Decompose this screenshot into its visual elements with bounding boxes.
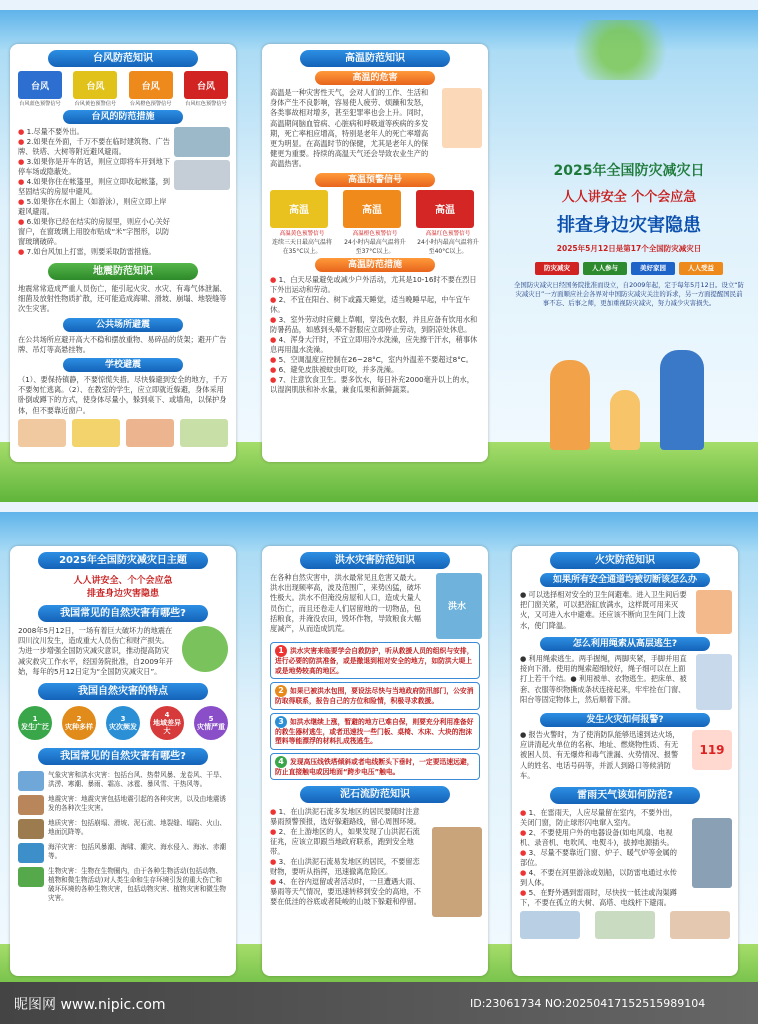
disaster-type-icon <box>18 843 44 863</box>
storm-scene-2 <box>595 911 655 939</box>
flood-title: 洪水灾害防范知识 <box>300 552 450 569</box>
typhoon-signal-caption: 台风蓝色预警信号 <box>19 101 61 107</box>
disaster-type-icon <box>18 795 44 815</box>
heat-signal-box: 高温 <box>416 190 474 228</box>
brochure-outside <box>0 10 758 502</box>
flood-tip-number: 4 <box>275 756 287 768</box>
feature-circle <box>194 706 228 740</box>
quake-illustration-1 <box>18 419 66 447</box>
cover-tag: 人人参与 <box>583 262 627 275</box>
school-quake-title: 学校避震 <box>63 358 183 372</box>
fire-a2: ● 利用绳索逃生。两手握绳，两脚夹紧，手脚并用直接向下滑。使用的绳索超细较好，绳子细可以在上面打上若干个结。● 利用被单、衣物逃生。把床单、被套、衣服等织物撕成条状连接起来，牢牢拴在门窗、阳台等固定物体上，然后顺着下滑。 <box>520 654 687 704</box>
cover-date-line: 2025年5月12日是第17个全国防灾减灾日 <box>556 244 702 253</box>
flood-tip-text: 如果已被洪水包围，要设法尽快与当地政府防汛部门，公安消防取得联系，报告自己的方位和险情，积极寻求救援。 <box>275 687 474 705</box>
flood-intro: 在各种自然灾害中，洪水最常见且危害又最大。洪水出现频率高，波及范围广，来势凶猛，破坏性极大。洪水不但淹没房屋和人口，造成大量人员伤亡，而且还卷走人们居留地的一切物品，包括粮食，并淹没农田，毁坏作物，导致粮食大幅度减产，从而造成饥荒。 <box>270 573 421 634</box>
heat-measures-title: 高温防范措施 <box>315 258 435 272</box>
fire-q3: 发生火灾如何报警? <box>540 713 710 727</box>
common-disasters-text: 2008年5月12日，一场有着巨大破坏力的地震在四川汶川发生，造成重大人员伤亡和财产损失。为进一步增强全国防灾减灾意识，推动提高防灾减灾救灾工作水平，经国务院批准，自2009年开始，每年的5月12日定为“全国防灾减灾日”。 <box>18 626 173 676</box>
lightning-measure-item: ● 2、不要使用户外的电器设备(如电风扇、电视机、录音机、电吹风、电熨斗)，拔掉电源插头。 <box>520 828 684 848</box>
heat-measure-item: ● 1、白天尽量避免或减少户外活动，尤其是10-16时不要在烈日下外出运动和劳动。 <box>270 275 480 295</box>
typhoon-measure-item: ● 3.如果你是开车的话，则应立即将车开到地下停车场或隐蔽处。 <box>18 157 172 177</box>
feature-number: 5 <box>208 715 214 724</box>
heat-signal-title: 高温预警信号 <box>315 173 435 187</box>
feature-number: 2 <box>76 715 82 724</box>
globe-illustration <box>182 626 228 672</box>
leaves-decoration <box>560 20 680 80</box>
disaster-type-icon <box>18 819 44 839</box>
flood-tip <box>270 713 480 750</box>
fire-alarm-illustration <box>692 730 732 770</box>
flood-tip <box>270 642 480 679</box>
typhoon-measures-list <box>10 127 174 257</box>
feature-circle <box>62 706 96 740</box>
flood-tip <box>270 682 480 710</box>
heat-signal-desc: 24小时内最高气温将升至37°C以上。 <box>344 238 406 255</box>
typhoon-title: 台风防范知识 <box>48 50 198 67</box>
typhoon-signal <box>129 71 173 107</box>
flood-tip-text: 发现高压线铁塔倾斜或者电线断头下垂时，一定要迅速远避，防止直接触电或因地面“跨步电压”触电。 <box>275 757 474 776</box>
flood-illustration <box>436 573 482 639</box>
typhoon-signal-caption: 台风黄色预警信号 <box>74 101 117 107</box>
typhoon-measure-item: ● 7.如台风加上打雷，则要采取防雷措施。 <box>18 247 172 257</box>
feature-number: 4 <box>164 711 170 720</box>
quake-illustration-4 <box>180 419 228 447</box>
heat-signal-box: 高温 <box>343 190 401 228</box>
mudslide-illustration <box>432 827 482 917</box>
flood-tip-number: 1 <box>275 645 287 657</box>
feature-label: 发生广泛 <box>21 723 49 732</box>
feature-circle <box>18 706 52 740</box>
lightning-title: 雷雨天气该如何防范? <box>550 787 700 804</box>
heat-signal-desc: 24小时内最高气温将升至40°C以上。 <box>417 238 479 255</box>
cover-tag: 防灾减灾 <box>535 262 579 275</box>
quake-illustration-3 <box>126 419 174 447</box>
flood-panel <box>262 546 488 976</box>
features-row <box>10 704 236 742</box>
feature-label: 灾情严重 <box>197 723 225 732</box>
typhoon-measure-item: ● 1.尽量不要外出。 <box>18 127 172 137</box>
mudslide-measure-item: ● 4、在谷内逗留或者活动时，一旦遭遇大雨、暴雨等天气情况，要迅速转移到安全的高地，不要在低洼的谷底或者陡峻的山坡下躲避和停留。 <box>270 877 424 907</box>
heat-signal-row <box>262 190 488 255</box>
disaster-type-text: 生物灾害：生物在生物圈内，由于各种生物活动(包括动物、植物和微生物活动)对人类生命和生存环境引发的重大伤亡和破坏环境的各种生物灾害，包括动物灾害、植物灾害和微生物灾害。 <box>48 867 227 903</box>
lightning-measure-item: ● 5、在野外遇到雷雨时，尽快找一低洼或沟渠蹲下，不要在孤立的大树、高塔、电线杆下避雨。 <box>520 888 684 908</box>
heat-measure-item: ● 2、不宜在阳台、树下或露天睡觉，适当晚睡早起，中午宜午休。 <box>270 295 480 315</box>
typhoon-signal-box: 台风 <box>73 71 117 99</box>
disaster-types-title: 我国常见的自然灾害有哪些? <box>38 748 208 765</box>
fire-q2: 怎么利用绳索从高层逃生? <box>540 637 710 651</box>
disaster-type-row <box>10 865 236 905</box>
heat-measure-item: ● 5、空调温度应控制在26~28°C，室内外温差不要超过8°C。 <box>270 355 480 365</box>
cover-tag-row <box>500 262 758 275</box>
storm-illustration <box>174 127 230 157</box>
fire-q1: 如果所有安全通道均被切断该怎么办 <box>540 573 710 587</box>
lightning-illustration <box>692 818 732 888</box>
typhoon-measure-item: ● 6.如果你已经在结实的房屋里，则应小心关好窗户，在窗玻璃上用胶布贴成“米”字图形，以防窗玻璃破碎。 <box>18 217 172 247</box>
typhoon-measure-item: ● 2.如果在外面，千万不要在临时建筑物、广告牌、铁塔、大树等附近避风避雨。 <box>18 137 172 157</box>
theme-slogan-2: 排查身边灾害隐患 <box>86 589 159 599</box>
cover-theme: 排查身边灾害隐患 <box>557 215 701 236</box>
storm-scene-3 <box>670 911 730 939</box>
heat-signal <box>343 190 407 255</box>
flood-tip-text: 洪水灾害来临要学会自救防护，听从救援人员的组织与安排，进行必要的防洪准备，或是撤退到相对安全的地方，如防洪大堤上或是地势较高的地区。 <box>275 647 474 675</box>
typhoon-quake-panel <box>10 44 236 462</box>
flood-tip-number: 2 <box>275 685 287 697</box>
disaster-type-icon <box>18 867 44 887</box>
typhoon-signal-box: 台风 <box>129 71 173 99</box>
heat-signal-caption: 高温红色预警信号 <box>425 230 471 237</box>
flood-tip-text: 如洪水继续上涨，暂避的地方已难自保，则要充分利用准备好的救生器材逃生，或者迅速找一些门板、桌椅、木床、大块的泡沫塑料等能漂浮的材料扎成筏逃生。 <box>275 717 474 745</box>
quake-illustration-2 <box>72 419 120 447</box>
flood-tip-number: 3 <box>275 716 287 728</box>
mudslide-measure-item: ● 3、在山洪泥石流易发地区的居民，不要留恋财物，要听从指挥，迅速撤离危险区。 <box>270 857 424 877</box>
disaster-type-text: 地震灾害：地震灾害包括地震引起的各种灾害，以及由地震诱发的各种次生灾害。 <box>48 795 227 813</box>
heat-signal-box: 高温 <box>270 190 328 228</box>
flood-badge: 洪水 <box>448 602 467 612</box>
typhoon-signal <box>18 71 62 107</box>
typhoon-measure-item: ● 4.如果你住在帐篷里，则应立即收起帐篷，到坚固结实的房屋中避风。 <box>18 177 172 197</box>
theme-title: 2025年全国防灾减灾日主题 <box>38 552 208 569</box>
fire-a3: ● 报告火警时，为了使消防队能够迅速到达火场，应讲清起火单位的名称、地址、燃烧物性质、有无被困人员、有无爆炸和毒气泄漏、火势情况、报警人的姓名、电话号码等，并派人到路口等候消防车。 <box>520 730 680 780</box>
mudslide-title: 泥石流防范知识 <box>300 786 450 803</box>
disaster-type-text: 地质灾害：包括崩塌、滑坡、泥石流、地裂缝、塌陷、火山、地面沉降等。 <box>48 819 227 837</box>
typhoon-signal-row <box>10 71 236 107</box>
public-quake-title: 公共场所避震 <box>63 318 183 332</box>
disaster-type-icon <box>18 771 44 791</box>
rain-illustration <box>174 160 230 190</box>
typhoon-signal-caption: 台风橙色预警信号 <box>129 101 172 107</box>
disaster-type-row <box>10 841 236 865</box>
heat-measure-item: ● 7、注意饮食卫生。要多饮水，每日补充2000毫升以上的水，以湿润肌肤和补水量，兼食瓜果和新鲜蔬菜。 <box>270 375 480 395</box>
public-quake-text: 在公共场所应避开高大不稳和摆放重物、易碎品的货架；避开广告牌、吊灯等高悬挂物。 <box>18 334 227 354</box>
common-disasters-title: 我国常见的自然灾害有哪些? <box>38 605 208 622</box>
family-illustration <box>530 340 730 460</box>
rope-escape-illustration <box>696 654 732 710</box>
cover-title-day: 2025年全国防灾减灾日 <box>553 163 705 179</box>
feature-label: 灾种多样 <box>65 723 93 732</box>
heat-panel <box>262 44 488 462</box>
watermark-logo: 昵图网 www.nipic.com <box>14 997 166 1013</box>
bathroom-escape-illustration <box>696 590 732 634</box>
cover-intro: 全国防灾减灾日经国务院批准而设立，自2009年起，定于每年5月12日。设立“防灾减灾日”一方面顺应社会各界对中国防灾减灾关注的诉求，另一方面提醒国民前事不忘、后事之师，更加重视防灾减灾，努力减少灾害损失。 <box>514 281 744 307</box>
typhoon-signal-box: 台风 <box>184 71 228 99</box>
heat-measures-list <box>262 275 488 395</box>
feature-number: 3 <box>120 715 126 724</box>
disaster-type-row <box>10 793 236 817</box>
lightning-measure-item: ● 1、在雷雨天，人应尽量留在室内，不要外出，关闭门窗，防止球形闪电窜入室内。 <box>520 808 684 828</box>
typhoon-signal-caption: 台风红色预警信号 <box>185 101 227 107</box>
lightning-measures-list <box>512 808 692 908</box>
quake-title: 地震防范知识 <box>48 263 198 280</box>
typhoon-measures-title: 台风的防范措施 <box>63 110 183 124</box>
feature-circle <box>106 706 140 740</box>
school-quake-text: （1）、要保持镇静，不要惊慌失措。尽快躲避到安全的地方，千万不要匆忙逃离。（2）、在教室的学生，应立即就近躲避，身体采用卧倒或蹲下的方式，使身体尽量小，躲到桌下、或墙角，以保护身体，但不要靠近窗户。 <box>18 375 228 415</box>
watermark-id: ID:23061734 NO:20250417152515989104 <box>470 997 706 1010</box>
feature-number: 1 <box>32 715 38 724</box>
heat-signal <box>416 190 480 255</box>
heat-harm-title: 高温的危害 <box>315 71 435 85</box>
heat-harm-text: 高温是一种灾害性天气，会对人们的工作、生活和身体产生不良影响，容易使人疲劳、烦躁和发怒，各类事故相对增多，甚至犯罪率也会上升。同时，高温期间脑血管病、心脏病和呼吸道等疾病的多发期，死亡率相应增高，特别是老年人的死亡率增高更为明显。在高温时节的保健，尤其是老年人的保健更为重要。持续的高温天气还会导致农业生产的高温热害。 <box>270 88 429 169</box>
fire-title: 火灾防范知识 <box>550 552 700 569</box>
heat-title: 高温防范知识 <box>300 50 450 67</box>
typhoon-measure-item: ● 5.如果你在水面上（如游泳），则应立即上岸避风避雨。 <box>18 197 172 217</box>
heat-measure-item: ● 4、浑身大汗时，不宜立即用冷水洗澡，应先擦干汗水，稍事休息再用温水洗澡。 <box>270 335 480 355</box>
brochure-inside <box>0 512 758 1004</box>
heat-measure-item: ● 6、避免皮肤被蚊虫叮咬，并多洗澡。 <box>270 365 480 375</box>
features-title: 我国自然灾害的特点 <box>38 683 208 700</box>
disaster-types-list <box>10 769 236 905</box>
lightning-measure-item: ● 3、尽量不要靠近门窗、炉子、暖气炉等金属的部位。 <box>520 848 684 868</box>
watermark-bar <box>0 982 758 1024</box>
heat-signal-caption: 高温黄色预警信号 <box>279 230 325 237</box>
heat-signal-caption: 高温橙色预警信号 <box>352 230 398 237</box>
feature-circle <box>150 706 184 740</box>
lightning-measure-item: ● 4、不要在河里游泳或划船，以防雷电通过水传到人体。 <box>520 868 684 888</box>
flood-tip <box>270 753 480 781</box>
flood-tips-list <box>262 642 488 780</box>
theme-panel <box>10 546 236 976</box>
disaster-type-row <box>10 769 236 793</box>
disaster-type-text: 气象灾害和洪水灾害：包括台风、热带风暴、龙卷风、干旱、洪涝、寒潮、暴雨、霜冻、冰雹、暴风雪、干热风等。 <box>48 771 227 789</box>
theme-slogan-1: 人人讲安全、个个会应急 <box>73 576 173 586</box>
feature-label: 地域差异大 <box>153 719 181 736</box>
disaster-type-text: 海洋灾害：包括风暴潮、海啸、潮灾、海水侵入、海冰、赤潮等。 <box>48 843 227 861</box>
disaster-type-row <box>10 817 236 841</box>
storm-scene-1 <box>520 911 580 939</box>
feature-label: 灾次频发 <box>109 723 137 732</box>
fire-a1: ● 可以选择相对安全的卫生间避难。进入卫生间后要把门窗关紧，可以把浴缸放满水，这样既可用来灭火，又可进入水中避难。还应该不断向卫生间门上泼水，使门降温。 <box>520 590 687 630</box>
heat-signal-desc: 连续三天日最高气温将在35°C以上。 <box>271 238 332 255</box>
fire-panel <box>512 546 738 976</box>
typhoon-signal <box>184 71 228 107</box>
mudslide-measure-item: ● 1、在山洪泥石流多发地区的居民要随时注意暴雨预警预报，选好躲避路线，留心周围环境。 <box>270 807 424 827</box>
cover-panel <box>500 10 758 502</box>
quake-intro: 地震常常造成严重人员伤亡，能引起火灾、水灾、有毒气体泄漏、细菌及放射性物质扩散，还可能造成海啸、滑坡、崩塌、地裂缝等次生灾害。 <box>18 284 227 314</box>
cover-tag: 人人受益 <box>679 262 723 275</box>
cover-slogan: 人人讲安全 个个会应急 <box>561 190 697 205</box>
mudslide-measures-list <box>262 807 432 917</box>
cover-tag: 美好家园 <box>631 262 675 275</box>
heat-signal <box>270 190 334 255</box>
heat-measure-item: ● 3、室外劳动时应戴上草帽，穿浅色衣服，并且应备有饮用水和防暑药品，如感到头晕不舒服应立即停止劳动，到阴凉处休息。 <box>270 315 480 335</box>
emergency-number: 119 <box>699 743 725 757</box>
typhoon-signal-box: 台风 <box>18 71 62 99</box>
mudslide-measure-item: ● 2、在上游地区的人，如果发现了山洪泥石流征兆，应该立即跟当地政府联系，跑到安全地带。 <box>270 827 424 857</box>
sweating-person-illustration <box>442 88 482 148</box>
typhoon-signal <box>73 71 117 107</box>
